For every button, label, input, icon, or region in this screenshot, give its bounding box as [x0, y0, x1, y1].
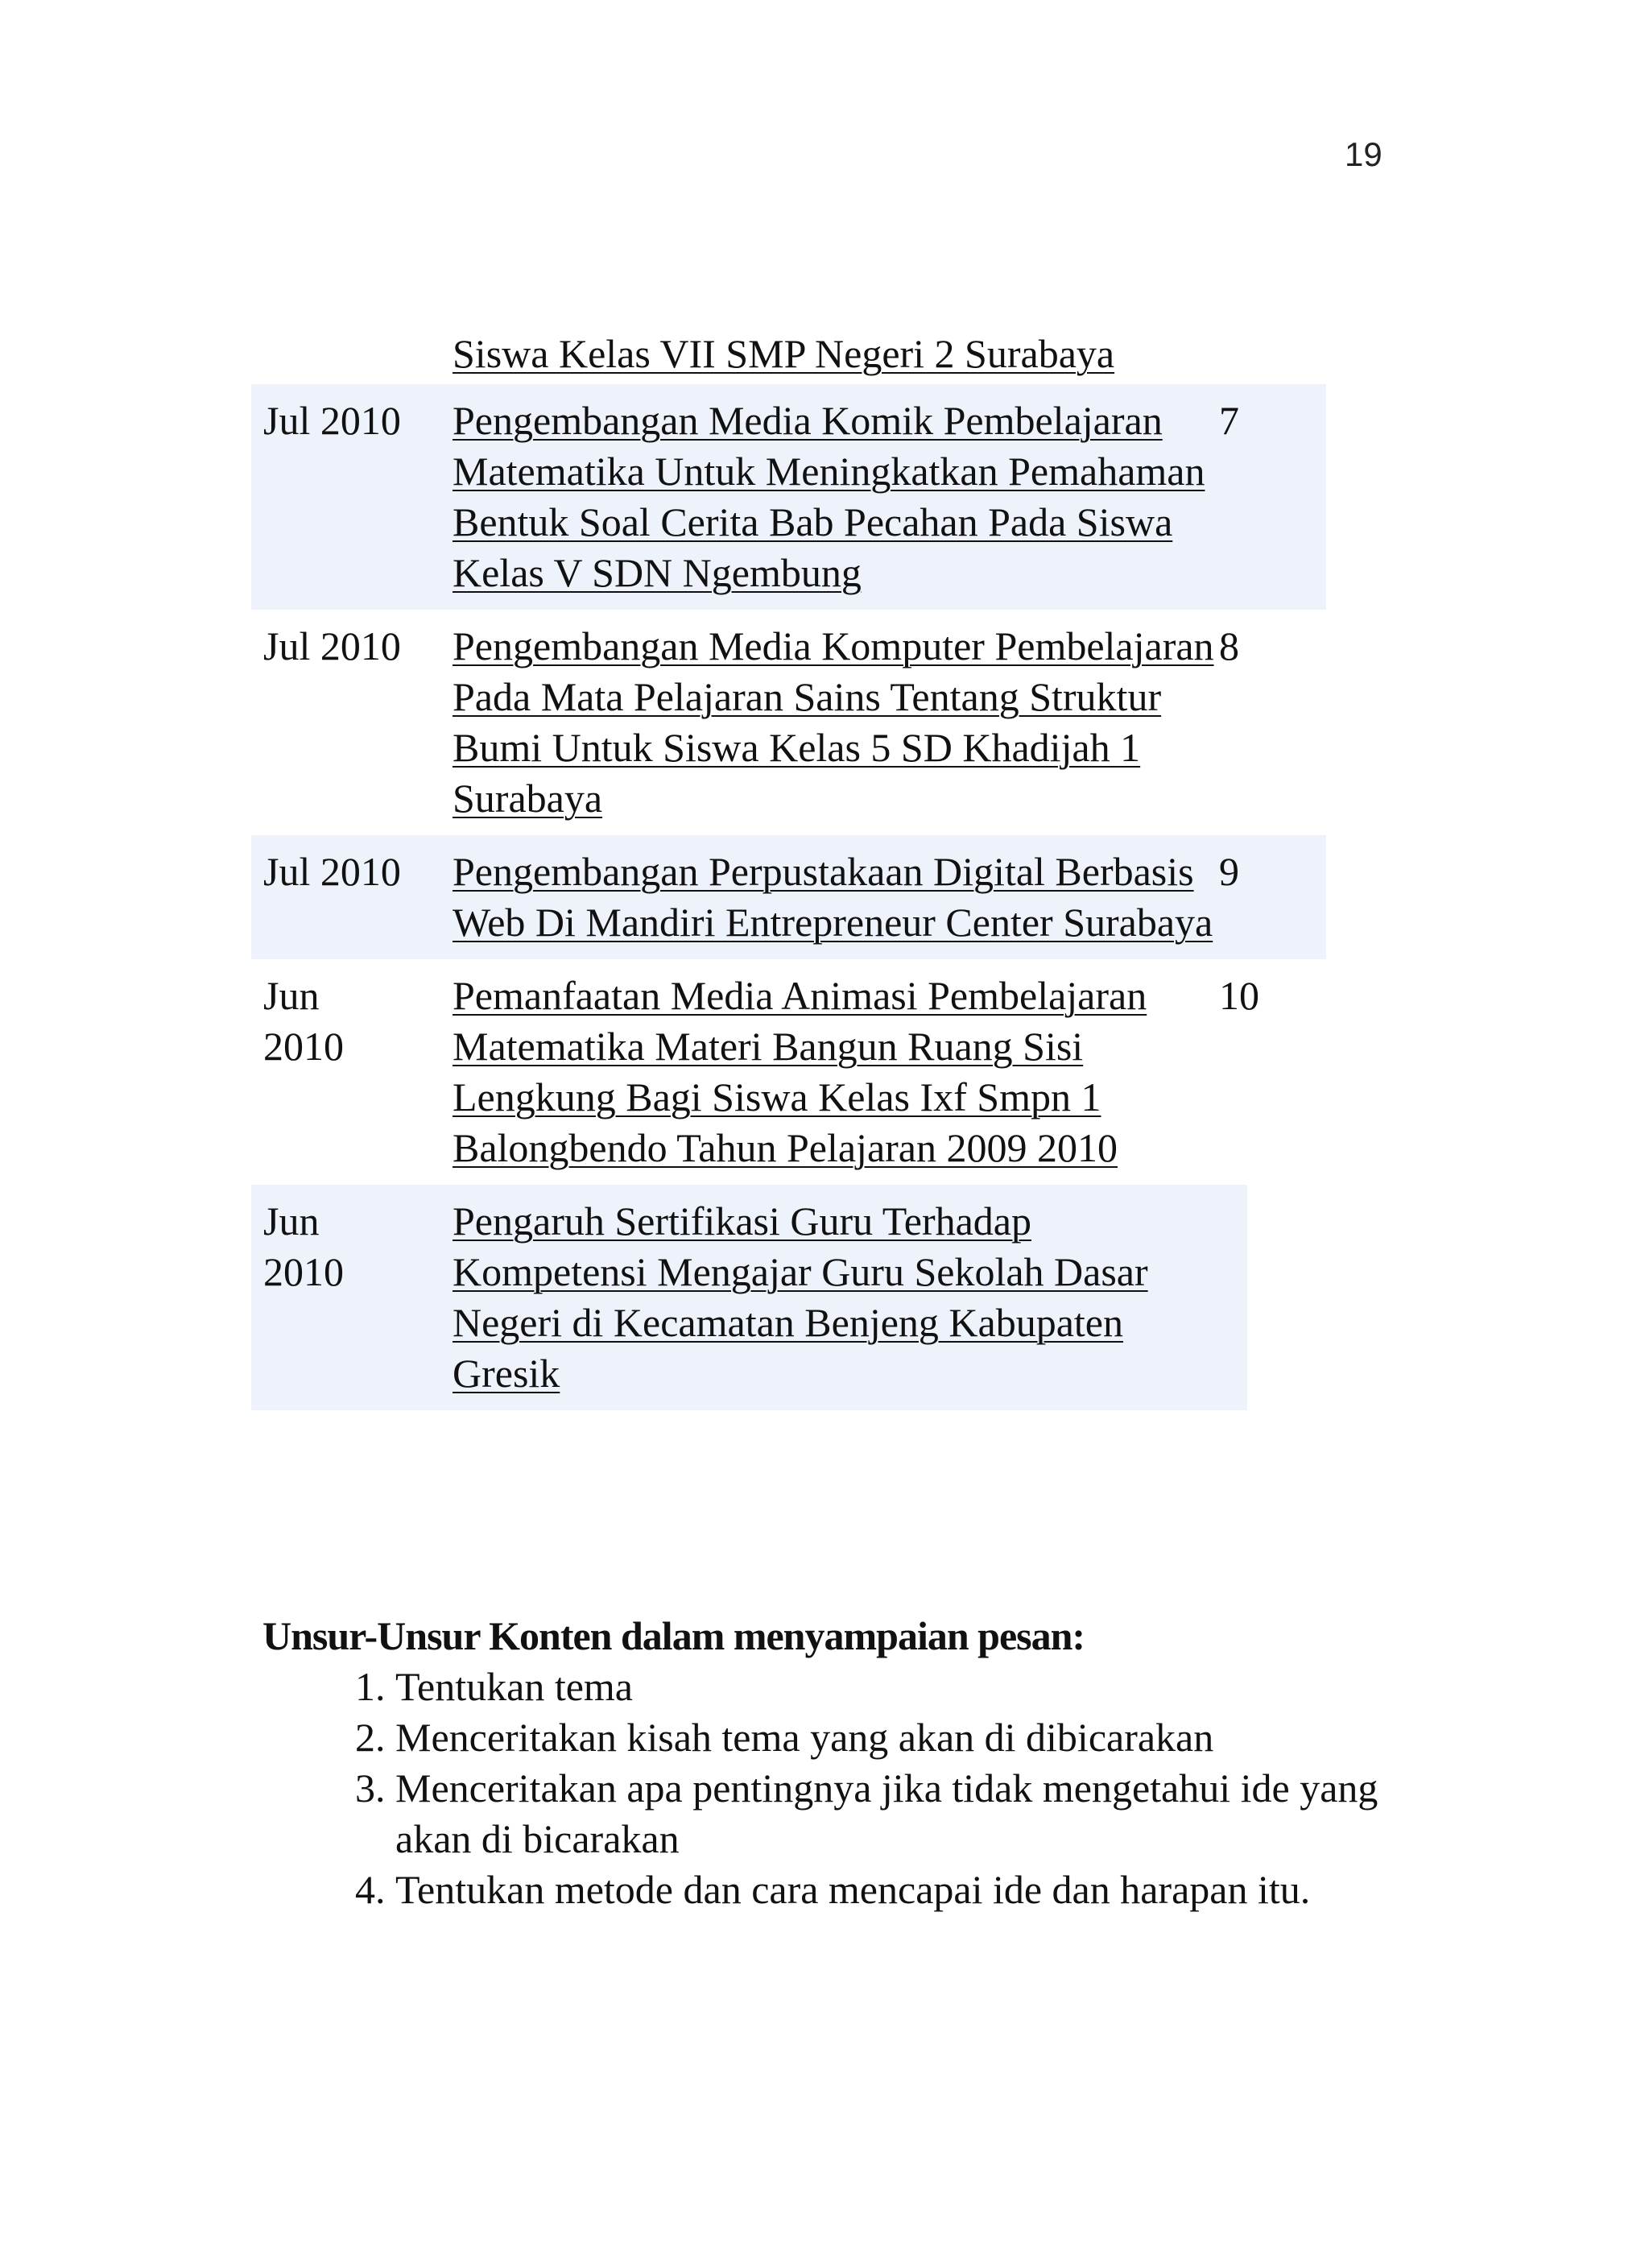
table-row-number: 8	[1219, 623, 1239, 668]
content-elements-list	[262, 1662, 1390, 1915]
table-row-number: 10	[1219, 973, 1259, 1018]
list-item: 3. Menceritakan apa pentingnya jika tidak mengetahui ide yang akan di bicarakan	[395, 1763, 1390, 1864]
table-row-title-link[interactable]: Pengembangan Media Komputer Pembelajaran Pada Mata Pelajaran Sains Tentang Struktur Bumi Untuk Siswa Kelas 5 SD Khadijah 1 Surabaya	[453, 623, 1214, 821]
table-row	[251, 384, 1326, 610]
table-row-title-link[interactable]: Siswa Kelas VII SMP Negeri 2 Surabaya	[453, 331, 1115, 376]
table-row-date: Jul 2010	[263, 623, 401, 668]
table-row-continued	[251, 321, 1326, 384]
table-row-title-link[interactable]: Pengembangan Perpustakaan Digital Berbasis Web Di Mandiri Entrepreneur Center Surabaya	[453, 849, 1213, 945]
table-row-date: Jul 2010	[263, 849, 401, 894]
table-row-date: Jun 2010	[263, 1198, 344, 1294]
table-row-title-link[interactable]: Pengaruh Sertifikasi Guru Terhadap Kompetensi Mengajar Guru Sekolah Dasar Negeri di Kecamatan Benjeng Kabupaten Gresik	[453, 1198, 1148, 1396]
table-row-date: Jun 2010	[263, 973, 344, 1069]
table-row-date: Jul 2010	[263, 398, 401, 443]
table-row-number: 9	[1219, 849, 1239, 894]
list-item: 1. Tentukan tema	[395, 1662, 1390, 1712]
content-elements-section	[262, 1611, 1390, 1915]
table-row-number: 7	[1219, 398, 1239, 443]
list-item: 4. Tentukan metode dan cara mencapai ide dan harapan itu.	[395, 1864, 1390, 1915]
thesis-table	[251, 321, 1326, 1410]
page-number: 19	[1345, 135, 1382, 173]
table-row	[251, 610, 1326, 835]
table-row	[251, 835, 1326, 959]
table-row-title-link[interactable]: Pemanfaatan Media Animasi Pembelajaran Matematika Materi Bangun Ruang Sisi Lengkung Bagi Siswa Kelas Ixf Smpn 1 Balongbendo Tahun Pelajaran 2009 2010	[453, 973, 1147, 1170]
section-heading: Unsur-Unsur Konten dalam menyampaian pesan:	[262, 1613, 1085, 1658]
table-row	[251, 959, 1326, 1185]
table-row-title-link[interactable]: Pengembangan Media Komik Pembelajaran Matematika Untuk Meningkatkan Pemahaman Bentuk Soal Cerita Bab Pecahan Pada Siswa Kelas V SDN Ngembung	[453, 398, 1205, 595]
list-item: 2. Menceritakan kisah tema yang akan di dibicarakan	[395, 1712, 1390, 1763]
table-row	[251, 1185, 1247, 1410]
